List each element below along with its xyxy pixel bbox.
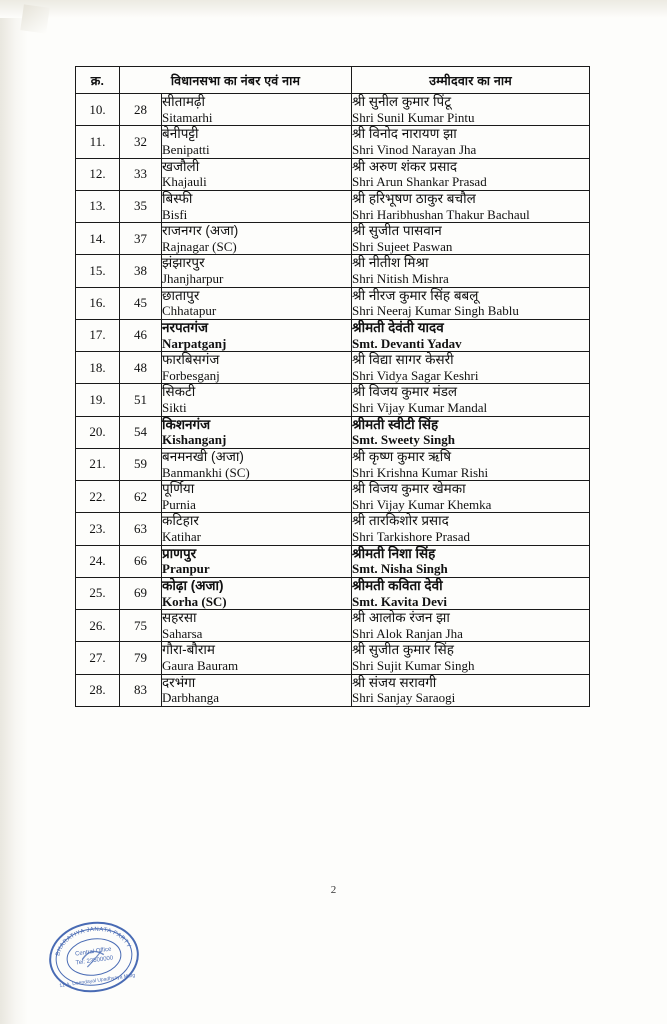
cell-serial: 13. — [76, 190, 120, 222]
constituency-name-hindi: प्राणपुर — [162, 545, 197, 561]
constituency-name-english: Narpatganj — [162, 335, 227, 351]
table-row — [76, 610, 590, 642]
table-row — [76, 352, 590, 384]
cell-serial: 24. — [76, 545, 120, 577]
constituency-name-english: Khajauli — [162, 174, 207, 190]
constituency-name-english: Pranpur — [162, 561, 210, 577]
constituency-name-hindi: पूर्णिया — [162, 481, 195, 496]
table-row — [76, 577, 590, 609]
constituency-name-hindi: किशनगंज — [162, 416, 211, 432]
constituency-name-hindi: फारबिसगंज — [162, 352, 220, 367]
cell-constituency-name — [162, 223, 352, 255]
constituency-name-hindi: नरपतगंज — [162, 319, 208, 335]
table-row — [76, 416, 590, 448]
constituency-name-english: Forbesganj — [162, 367, 220, 383]
candidate-name-hindi: श्री हरिभूषण ठाकुर बचौल — [352, 190, 476, 206]
cell-constituency-name — [162, 481, 352, 513]
cell-constituency-number: 33 — [120, 158, 162, 190]
cell-constituency-number: 63 — [120, 513, 162, 545]
table-row — [76, 158, 590, 190]
candidate-name-english: Shri Neeraj Kumar Singh Bablu — [352, 303, 519, 319]
cell-constituency-number: 48 — [120, 352, 162, 384]
column-header-candidate: उम्मीदवार का नाम — [352, 67, 590, 94]
cell-candidate-name — [352, 642, 590, 674]
cell-constituency-name — [162, 158, 352, 190]
cell-constituency-name — [162, 255, 352, 287]
table-row — [76, 513, 590, 545]
cell-constituency-number: 32 — [120, 126, 162, 158]
table-row — [76, 481, 590, 513]
cell-constituency-name — [162, 642, 352, 674]
candidate-name-hindi: श्रीमती कविता देवी — [352, 577, 443, 593]
cell-candidate-name — [352, 190, 590, 222]
cell-serial: 26. — [76, 610, 120, 642]
constituency-name-english: Darbhanga — [162, 690, 220, 706]
constituency-name-english: Korha (SC) — [162, 593, 227, 609]
candidate-name-english: Smt. Kavita Devi — [352, 593, 447, 609]
cell-candidate-name — [352, 448, 590, 480]
cell-candidate-name — [352, 416, 590, 448]
constituency-name-hindi: खजौली — [162, 158, 200, 174]
table-body — [76, 94, 590, 707]
cell-constituency-name — [162, 448, 352, 480]
table-row — [76, 642, 590, 674]
candidate-name-hindi: श्री विद्या सागर केसरी — [352, 352, 454, 367]
cell-serial: 16. — [76, 287, 120, 319]
constituency-name-hindi: झंझारपुर — [162, 255, 205, 271]
candidate-name-hindi: श्रीमती देवंती यादव — [352, 319, 444, 335]
cell-candidate-name — [352, 384, 590, 416]
candidate-name-english: Shri Vijay Kumar Mandal — [352, 400, 488, 416]
cell-serial: 27. — [76, 642, 120, 674]
cell-constituency-number: 79 — [120, 642, 162, 674]
candidate-name-english: Shri Nitish Mishra — [352, 271, 449, 287]
candidate-name-hindi: श्रीमती स्वीटी सिंह — [352, 416, 439, 432]
table-row — [76, 319, 590, 351]
cell-constituency-name — [162, 384, 352, 416]
cell-constituency-name — [162, 577, 352, 609]
table-header — [76, 67, 590, 94]
candidate-name-english: Shri Arun Shankar Prasad — [352, 174, 487, 190]
cell-constituency-name — [162, 513, 352, 545]
svg-text:Central Office: Central Office — [74, 946, 112, 958]
cell-constituency-number: 45 — [120, 287, 162, 319]
cell-constituency-name — [162, 674, 352, 706]
cell-constituency-number: 37 — [120, 223, 162, 255]
cell-constituency-number: 69 — [120, 577, 162, 609]
cell-constituency-number: 54 — [120, 416, 162, 448]
candidate-name-hindi: श्रीमती निशा सिंह — [352, 545, 436, 561]
constituency-name-hindi: बनमनखी (अजा) — [162, 448, 244, 464]
cell-candidate-name — [352, 158, 590, 190]
cell-constituency-name — [162, 126, 352, 158]
page-edge-shading-left — [0, 0, 28, 1024]
candidate-name-english: Shri Sujeet Paswan — [352, 238, 453, 254]
table-row — [76, 255, 590, 287]
candidate-name-english: Smt. Devanti Yadav — [352, 335, 462, 351]
page-number: 2 — [330, 884, 337, 896]
candidate-name-hindi: श्री अरुण शंकर प्रसाद — [352, 158, 458, 174]
table-row — [76, 384, 590, 416]
constituency-name-english: Benipatti — [162, 142, 210, 158]
table-row — [76, 448, 590, 480]
cell-constituency-number: 62 — [120, 481, 162, 513]
candidate-name-hindi: श्री संजय सरावगी — [352, 674, 437, 690]
table-row — [76, 223, 590, 255]
constituency-name-hindi: कटिहार — [162, 513, 199, 529]
svg-text:11-A, Deendayal Upadhyaya Marg: 11-A, Deendayal Upadhyaya Marg — [59, 972, 136, 990]
cell-constituency-number: 28 — [120, 94, 162, 126]
cell-constituency-number: 35 — [120, 190, 162, 222]
constituency-name-english: Banmankhi (SC) — [162, 464, 250, 480]
table-row — [76, 126, 590, 158]
constituency-name-english: Kishanganj — [162, 432, 227, 448]
table-header-row — [76, 67, 590, 94]
candidate-name-hindi: श्री तारकिशोर प्रसाद — [352, 513, 449, 529]
table-row — [76, 190, 590, 222]
candidate-name-hindi: श्री विनोद नारायण झा — [352, 126, 457, 142]
cell-serial: 10. — [76, 94, 120, 126]
constituency-name-english: Bisfi — [162, 206, 188, 222]
candidate-name-english: Shri Sunil Kumar Pintu — [352, 109, 475, 125]
candidate-name-hindi: श्री सुजीत कुमार सिंह — [352, 642, 454, 658]
cell-serial: 28. — [76, 674, 120, 706]
candidate-name-hindi: श्री नीतीश मिश्रा — [352, 255, 429, 271]
constituency-name-hindi: छातापुर — [162, 287, 200, 303]
cell-candidate-name — [352, 126, 590, 158]
cell-constituency-number: 59 — [120, 448, 162, 480]
constituency-name-hindi: बिस्फी — [162, 190, 193, 206]
candidate-name-english: Shri Vidya Sagar Keshri — [352, 367, 479, 383]
candidate-name-english: Shri Haribhushan Thakur Bachaul — [352, 206, 530, 222]
constituency-name-english: Sikti — [162, 400, 187, 416]
constituency-name-english: Katihar — [162, 529, 201, 545]
candidates-table — [75, 66, 590, 707]
constituency-name-english: Chhatapur — [162, 303, 217, 319]
constituency-name-hindi: सहरसा — [162, 610, 197, 625]
constituency-name-hindi: बेनीपट्टी — [162, 126, 199, 142]
cell-candidate-name — [352, 513, 590, 545]
cell-candidate-name — [352, 255, 590, 287]
cell-serial: 19. — [76, 384, 120, 416]
page-corner-fold — [20, 4, 49, 33]
candidate-name-hindi: श्री विजय कुमार मंडल — [352, 384, 458, 400]
cell-serial: 17. — [76, 319, 120, 351]
cell-candidate-name — [352, 545, 590, 577]
cell-constituency-name — [162, 610, 352, 642]
cell-constituency-name — [162, 416, 352, 448]
candidate-name-english: Shri Krishna Kumar Rishi — [352, 464, 489, 480]
constituency-name-english: Saharsa — [162, 625, 203, 641]
constituency-name-english: Purnia — [162, 496, 196, 512]
cell-constituency-number: 46 — [120, 319, 162, 351]
table-row — [76, 674, 590, 706]
cell-serial: 23. — [76, 513, 120, 545]
cell-constituency-number: 83 — [120, 674, 162, 706]
table-row — [76, 287, 590, 319]
constituency-name-english: Gaura Bauram — [162, 658, 239, 674]
constituency-name-hindi: दरभंगा — [162, 674, 196, 690]
cell-candidate-name — [352, 481, 590, 513]
cell-constituency-number: 38 — [120, 255, 162, 287]
cell-candidate-name — [352, 287, 590, 319]
constituency-name-hindi: राजनगर (अजा) — [162, 223, 239, 238]
candidate-name-english: Shri Vinod Narayan Jha — [352, 142, 477, 158]
cell-constituency-name — [162, 190, 352, 222]
candidate-name-english: Shri Vijay Kumar Khemka — [352, 496, 492, 512]
cell-serial: 11. — [76, 126, 120, 158]
cell-candidate-name — [352, 610, 590, 642]
party-office-stamp — [46, 918, 142, 996]
cell-constituency-number: 75 — [120, 610, 162, 642]
column-header-constituency: विधानसभा का नंबर एवं नाम — [120, 67, 352, 94]
candidate-name-hindi: श्री सुजीत पासवान — [352, 223, 442, 238]
candidate-name-hindi: श्री नीरज कुमार सिंह बबलू — [352, 287, 479, 303]
constituency-name-hindi: गौरा-बौराम — [162, 642, 215, 658]
cell-serial: 25. — [76, 577, 120, 609]
candidate-name-english: Shri Tarkishore Prasad — [352, 529, 471, 545]
candidate-name-hindi: श्री आलोक रंजन झा — [352, 610, 450, 625]
candidate-name-english: Shri Alok Ranjan Jha — [352, 625, 463, 641]
cell-serial: 12. — [76, 158, 120, 190]
constituency-name-hindi: सीतामढ़ी — [162, 94, 205, 109]
cell-serial: 21. — [76, 448, 120, 480]
cell-serial: 15. — [76, 255, 120, 287]
cell-constituency-name — [162, 94, 352, 126]
table-row — [76, 545, 590, 577]
candidate-name-hindi: श्री सुनील कुमार पिंटू — [352, 94, 452, 109]
cell-constituency-number: 51 — [120, 384, 162, 416]
cell-constituency-number: 66 — [120, 545, 162, 577]
cell-serial: 20. — [76, 416, 120, 448]
svg-text:Tel: 23500000: Tel: 23500000 — [75, 955, 114, 967]
candidate-name-english: Smt. Sweety Singh — [352, 432, 455, 448]
constituency-name-english: Rajnagar (SC) — [162, 238, 237, 254]
table-row — [76, 94, 590, 126]
cell-candidate-name — [352, 223, 590, 255]
page-edge-shading-top — [0, 0, 667, 18]
candidate-name-hindi: श्री विजय कुमार खेमका — [352, 481, 466, 496]
cell-constituency-name — [162, 287, 352, 319]
candidate-name-english: Shri Sanjay Saraogi — [352, 690, 456, 706]
cell-constituency-name — [162, 545, 352, 577]
candidate-name-hindi: श्री कृष्ण कुमार ऋषि — [352, 448, 452, 464]
cell-candidate-name — [352, 352, 590, 384]
cell-constituency-name — [162, 319, 352, 351]
constituency-name-hindi: कोढ़ा (अजा) — [162, 577, 224, 593]
candidate-name-english: Smt. Nisha Singh — [352, 561, 448, 577]
cell-candidate-name — [352, 94, 590, 126]
cell-candidate-name — [352, 674, 590, 706]
cell-serial: 14. — [76, 223, 120, 255]
cell-serial: 22. — [76, 481, 120, 513]
column-header-serial: क्र. — [76, 67, 120, 94]
candidate-name-english: Shri Sujit Kumar Singh — [352, 658, 475, 674]
svg-text:BHARATIYA JANATA PARTY: BHARATIYA JANATA PARTY — [55, 926, 132, 957]
constituency-name-english: Sitamarhi — [162, 109, 213, 125]
cell-candidate-name — [352, 577, 590, 609]
constituency-name-hindi: सिकटी — [162, 384, 196, 400]
cell-constituency-name — [162, 352, 352, 384]
cell-serial: 18. — [76, 352, 120, 384]
cell-candidate-name — [352, 319, 590, 351]
constituency-name-english: Jhanjharpur — [162, 271, 224, 287]
